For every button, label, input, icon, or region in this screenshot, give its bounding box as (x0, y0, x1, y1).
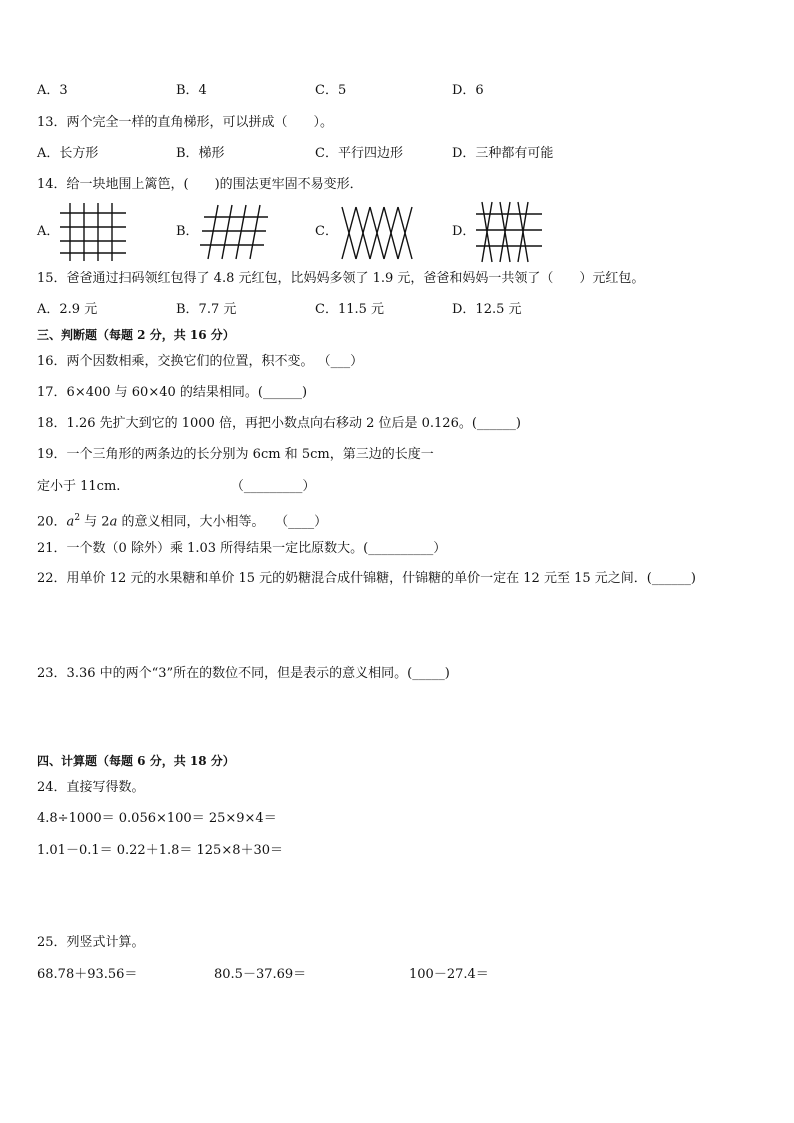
q19-statement-line1: 19．一个三角形的两条边的长分别为 6cm 和 5cm，第三边的长度一 (37, 447, 434, 462)
q20-variable-a: a (66, 514, 75, 530)
q13-option-a: A．长方形 (37, 146, 99, 161)
fence-grid-figure-a (60, 203, 126, 261)
q12-option-d: D．6 (452, 83, 484, 98)
q25-item-3: 100－27.4＝ (409, 967, 489, 982)
q23-statement: 23．3.36 中的两个“3”所在的数位不同，但是表示的意义相同。(_____) (37, 666, 450, 681)
q15-stem: 15．爸爸通过扫码领红包得了 4.8 元红包，比妈妈多领了 1.9 元，爸爸和妈妈一共领了（ ）元红包。 (37, 271, 645, 286)
q14-stem: 14．给一块地围上篱笆，( )的围法更牢固不易变形． (37, 177, 363, 192)
fence-braced-figure-d (474, 200, 546, 264)
q25-item-2: 80.5－37.69＝ (214, 967, 307, 982)
q13-stem: 13．两个完全一样的直角梯形，可以拼成（ ）。 (37, 115, 334, 130)
q20-mid-text: 与 2 (80, 514, 110, 530)
q14-option-d: D． (452, 224, 476, 239)
q13-option-c: C．平行四边形 (315, 146, 403, 161)
q15-option-c: C．11.5 元 (315, 302, 385, 317)
q24-row-1: 4.8÷1000＝ 0.056×100＝ 25×9×4＝ (37, 811, 277, 826)
q24-stem: 24．直接写得数。 (37, 780, 145, 795)
q14-option-b: B． (176, 224, 199, 239)
q21-statement: 21．一个数（0 除外）乘 1.03 所得结果一定比原数大。(__________） (37, 541, 447, 556)
q17-statement: 17．6×400 与 60×40 的结果相同。(______) (37, 385, 308, 400)
q24-row-2: 1.01－0.1＝ 0.22＋1.8＝ 125×8＋30＝ (37, 843, 284, 858)
q20-statement (37, 509, 327, 531)
q25-item-1: 68.78＋93.56＝ (37, 967, 138, 982)
q14-option-a: A． (37, 224, 60, 239)
q13-option-d: D．三种都有可能 (452, 146, 554, 161)
q15-option-d: D．12.5 元 (452, 302, 522, 317)
q19-statement-line2: 定小于 11cm. （_________） (37, 479, 316, 494)
q12-option-c: C．5 (315, 83, 347, 98)
q16-statement: 16．两个因数相乘，交换它们的位置，积不变。 （___） (37, 354, 364, 369)
section-3-heading: 三、判断题（每题 2 分，共 16 分） (37, 328, 235, 342)
q13-option-b: B．梯形 (176, 146, 225, 161)
fence-crossed-figure-c (340, 203, 420, 263)
q20-variable-b: a (109, 514, 118, 530)
section-4-heading: 四、计算题（每题 6 分，共 18 分） (37, 754, 235, 768)
q20-number: 20． (37, 514, 67, 530)
q12-option-b: B．4 (176, 83, 207, 98)
q15-option-b: B．7.7 元 (176, 302, 237, 317)
q12-option-a: A．3 (37, 83, 68, 98)
fence-slanted-figure-b (200, 203, 270, 261)
q20-exponent: 2 (74, 513, 81, 523)
q18-statement: 18．1.26 先扩大到它的 1000 倍，再把小数点向右移动 2 位后是 0.126。(______) (37, 416, 521, 431)
q15-option-a: A．2.9 元 (37, 302, 98, 317)
q20-tail-text: 的意义相同，大小相等。 （____） (117, 514, 328, 530)
q25-stem: 25．列竖式计算。 (37, 935, 145, 950)
q22-statement: 22．用单价 12 元的水果糖和单价 15 元的奶糖混合成什锦糖，什锦糖的单价一定在 12 元至 15 元之间．(______) (37, 571, 696, 586)
q14-option-c: C． (315, 224, 338, 239)
